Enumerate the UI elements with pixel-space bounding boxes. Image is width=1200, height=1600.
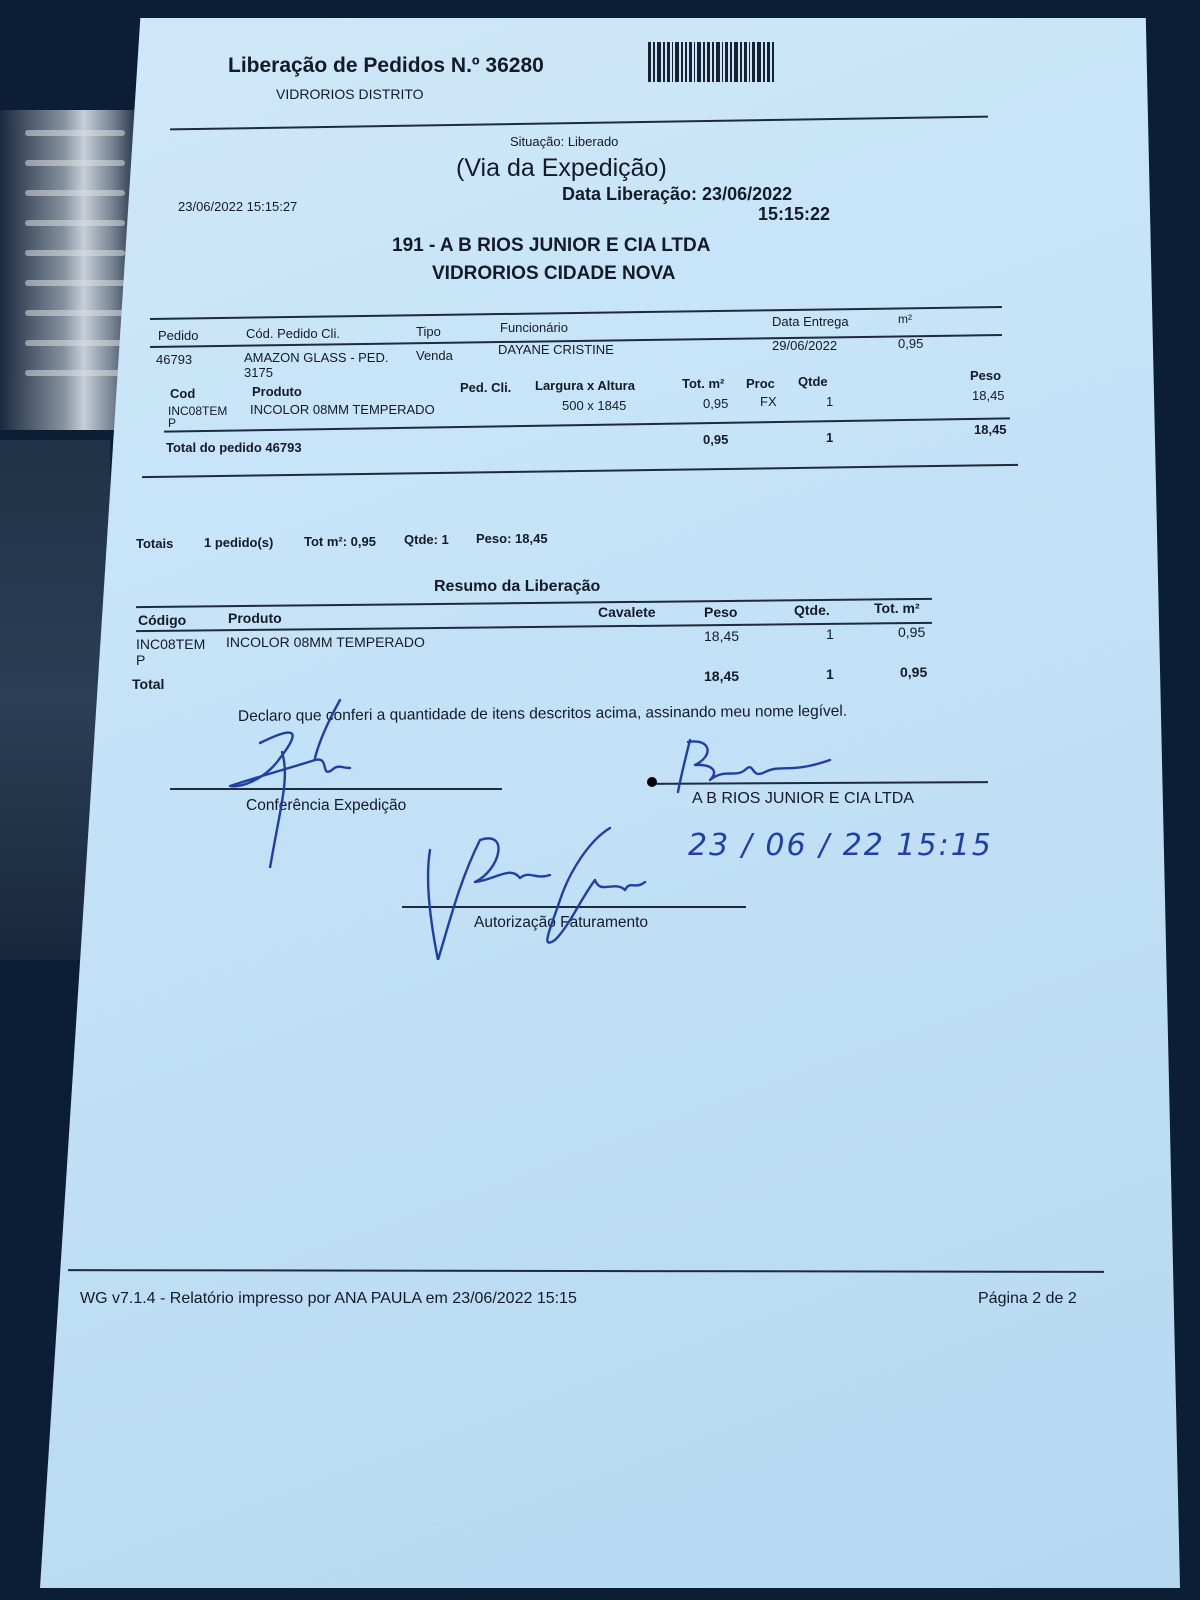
signature-label-cliente: A B RIOS JUNIOR E CIA LTDA <box>692 790 914 807</box>
summary-header-codigo: Código <box>138 612 187 628</box>
item-header-peso: Peso <box>970 368 1002 383</box>
order-employee: DAYANE CRISTINE <box>498 342 614 357</box>
summary-title: Resumo da Liberação <box>434 578 601 595</box>
order-type: Venda <box>416 348 453 363</box>
item-code-cont: P <box>168 416 177 430</box>
summary-total-peso: 18,45 <box>704 668 740 684</box>
summary-header-produto: Produto <box>228 610 282 626</box>
col-header-pedido: Pedido <box>158 328 199 343</box>
company-name: VIDRORIOS DISTRITO <box>276 86 424 102</box>
summary-row-produto: INCOLOR 08MM TEMPERADO <box>226 634 425 650</box>
printed-timestamp: 23/06/2022 15:15:27 <box>178 199 298 214</box>
order-client-code: AMAZON GLASS - PED. <box>244 350 389 365</box>
document-title: Liberação de Pedidos N.º 36280 <box>228 54 544 77</box>
item-header-largura-altura: Largura x Altura <box>535 378 635 393</box>
item-product: INCOLOR 08MM TEMPERADO <box>250 402 435 417</box>
item-header-ped-cli: Ped. Cli. <box>460 380 512 395</box>
summary-row-codigo-cont: P <box>136 652 146 668</box>
via-label: (Via da Expedição) <box>456 154 667 182</box>
col-header-cod-pedido-cli: Cód. Pedido Cli. <box>246 326 340 341</box>
order-number: 46793 <box>156 352 193 367</box>
footer-report: WG v7.1.4 - Relatório impresso por ANA PAULA em 23/06/2022 15:15 <box>80 1290 577 1307</box>
client-name: 191 - A B RIOS JUNIOR E CIA LTDA <box>392 235 711 256</box>
signature-autorizacao <box>420 820 660 960</box>
barcode <box>648 42 790 82</box>
item-header-tot-m2: Tot. m² <box>682 376 725 391</box>
col-header-tipo: Tipo <box>416 324 441 339</box>
declaration-text: Declaro que conferi a quantidade de itens descritos acima, assinando meu nome legível. <box>237 702 848 725</box>
item-tot-m2: 0,95 <box>703 396 729 411</box>
signature-label-conferencia: Conferência Expedição <box>246 797 407 814</box>
order-total-qtde: 1 <box>826 430 834 445</box>
signature-conferencia <box>220 698 380 868</box>
totals-label: Totais <box>136 536 174 551</box>
footer-page: Página 2 de 2 <box>978 1290 1077 1307</box>
item-dimensions: 500 x 1845 <box>562 398 627 413</box>
order-m2: 0,95 <box>898 336 924 351</box>
totals-m2: Tot m²: 0,95 <box>304 534 376 549</box>
summary-row-peso: 18,45 <box>704 628 740 644</box>
summary-header-cavalete: Cavalete <box>598 604 656 620</box>
summary-row-tot-m2: 0,95 <box>898 624 926 640</box>
order-total-label: Total do pedido 46793 <box>166 440 302 455</box>
item-code: INC08TEM <box>168 404 228 418</box>
summary-header-peso: Peso <box>704 604 738 620</box>
release-date: Data Liberação: 23/06/2022 <box>562 184 793 204</box>
item-header-proc: Proc <box>746 376 775 391</box>
order-client-code-cont: 3175 <box>244 365 273 380</box>
summary-row-codigo: INC08TEM <box>136 636 206 652</box>
item-header-produto: Produto <box>252 384 302 399</box>
col-header-data-entrega: Data Entrega <box>772 314 849 329</box>
item-qtde: 1 <box>826 394 834 409</box>
order-total-peso: 18,45 <box>974 422 1007 437</box>
order-total-m2: 0,95 <box>703 432 729 447</box>
summary-total-label: Total <box>132 676 165 692</box>
totals-qtde: Qtde: 1 <box>404 532 449 547</box>
summary-row-qtde: 1 <box>826 626 834 642</box>
summary-header-tot-m2: Tot. m² <box>874 600 920 616</box>
summary-total-qtde: 1 <box>826 666 834 682</box>
summary-total-tot-m2: 0,95 <box>900 664 928 680</box>
order-delivery-date: 29/06/2022 <box>772 338 838 353</box>
handwritten-date: 23 / 06 / 22 15:15 <box>688 828 993 863</box>
col-header-funcionario: Funcionário <box>500 320 568 335</box>
signature-cliente <box>640 730 860 800</box>
totals-orders: 1 pedido(s) <box>204 535 274 550</box>
client-branch: VIDRORIOS CIDADE NOVA <box>432 263 676 284</box>
release-time: 15:15:22 <box>758 204 831 224</box>
signature-label-autorizacao: Autorização Faturamento <box>474 914 649 931</box>
item-peso: 18,45 <box>972 388 1005 403</box>
item-header-cod: Cod <box>170 386 196 401</box>
totals-peso: Peso: 18,45 <box>476 531 548 546</box>
situation-label: Situação: Liberado <box>510 134 619 149</box>
summary-header-qtde: Qtde. <box>794 602 830 618</box>
item-proc: FX <box>760 394 777 409</box>
col-header-m2: m² <box>898 312 912 326</box>
item-header-qtde: Qtde <box>798 374 828 389</box>
